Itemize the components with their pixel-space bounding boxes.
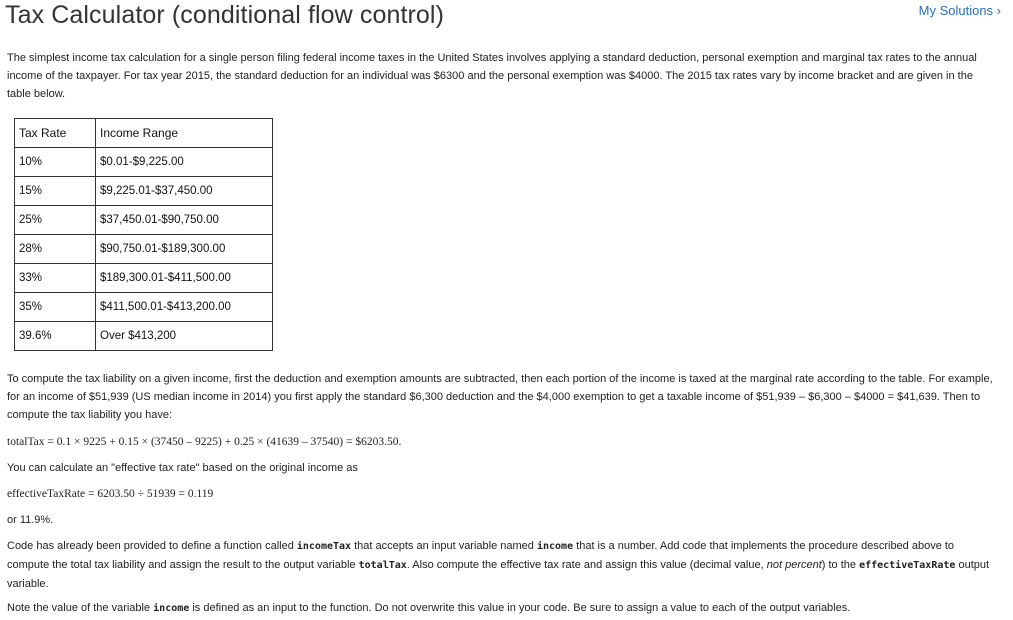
effective-rate-formula: effectiveTaxRate = 6203.50 ÷ 51939 = 0.119 bbox=[7, 488, 214, 500]
income-variable-code: income bbox=[536, 541, 574, 552]
rate-cell: 15% bbox=[15, 177, 96, 206]
header-income-range: Income Range bbox=[96, 119, 273, 148]
range-cell: $90,750.01-$189,300.00 bbox=[96, 235, 273, 264]
my-solutions-link[interactable]: My Solutions › bbox=[918, 3, 1001, 18]
effective-rate-intro: You can calculate an "effective tax rate" based on the original income as bbox=[7, 462, 358, 474]
rate-cell: 35% bbox=[15, 293, 96, 322]
note-text: is defined as an input to the function. Do not overwrite this value in your code. Be sure to assign a value to each of the output variables. bbox=[189, 602, 851, 614]
range-cell: $189,300.01-$411,500.00 bbox=[96, 264, 273, 293]
instructions-text: that is a number. Add code that implements the procedure described above to compute the total tax liability and assign the result to the output variable bbox=[7, 540, 955, 571]
instructions-text: output variable. bbox=[7, 559, 990, 590]
table-row bbox=[15, 235, 273, 264]
instructions-paragraph bbox=[7, 537, 997, 593]
header-tax-rate: Tax Rate bbox=[15, 119, 96, 148]
table-row bbox=[15, 293, 273, 322]
table-header-row bbox=[15, 119, 273, 148]
function-name-code: incomeTax bbox=[296, 541, 352, 552]
range-cell: $9,225.01-$37,450.00 bbox=[96, 177, 273, 206]
total-tax-variable-code: totalTax bbox=[358, 560, 407, 571]
table-row bbox=[15, 264, 273, 293]
percent-line: or 11.9%. bbox=[7, 514, 54, 526]
total-tax-formula: totalTax = 0.1 × 9225 + 0.15 × (37450 – 9225) + 0.25 × (41639 – 37540) = $6203.50. bbox=[7, 436, 402, 448]
compute-paragraph: To compute the tax liability on a given income, first the deduction and exemption amounts are subtracted, then each portion of the income is taxed at the marginal rate according to the table. For example, for an income of $51,939 (US median income in 2014) you first apply the standard $6,300 deduction and the $4,000 exemption to get a taxable income of $51,939 – $6,300 – $4000 = $41,639. Then to compute the tax liability you have: bbox=[7, 373, 993, 421]
table-row bbox=[15, 148, 273, 177]
range-cell: $0.01-$9,225.00 bbox=[96, 148, 273, 177]
tax-rate-table bbox=[14, 118, 273, 351]
table-row bbox=[15, 322, 273, 351]
income-variable-code: income bbox=[153, 603, 190, 614]
rate-cell: 39.6% bbox=[15, 322, 96, 351]
instructions-text: that accepts an input variable named bbox=[351, 540, 537, 552]
range-cell: Over $413,200 bbox=[96, 322, 273, 351]
table-row bbox=[15, 206, 273, 235]
note-text: Note the value of the variable bbox=[7, 602, 154, 614]
intro-paragraph: The simplest income tax calculation for a single person filing federal income taxes in the United States involves applying a standard deduction, personal exemption and marginal tax rates to the annual income of the taxpayer. For tax year 2015, the standard deduction for an individual was $6300 and the personal exemption was $4000. The 2015 tax rates vary by income bracket and are given in the table below. bbox=[7, 52, 977, 100]
effective-rate-variable-code: effectiveTaxRate bbox=[859, 560, 956, 571]
range-cell: $411,500.01-$413,200.00 bbox=[96, 293, 273, 322]
not-percent-emphasis: not percent bbox=[766, 559, 822, 571]
range-cell: $37,450.01-$90,750.00 bbox=[96, 206, 273, 235]
rate-cell: 10% bbox=[15, 148, 96, 177]
rate-cell: 25% bbox=[15, 206, 96, 235]
rate-cell: 28% bbox=[15, 235, 96, 264]
table-row bbox=[15, 177, 273, 206]
instructions-text: . Also compute the effective tax rate and assign this value (decimal value, bbox=[406, 559, 767, 571]
instructions-text: ) to the bbox=[821, 559, 860, 571]
rate-cell: 33% bbox=[15, 264, 96, 293]
instructions-text: Code has already been provided to define a function called bbox=[7, 540, 297, 552]
page-title: Tax Calculator (conditional flow control) bbox=[5, 1, 445, 29]
note-paragraph bbox=[7, 599, 997, 618]
